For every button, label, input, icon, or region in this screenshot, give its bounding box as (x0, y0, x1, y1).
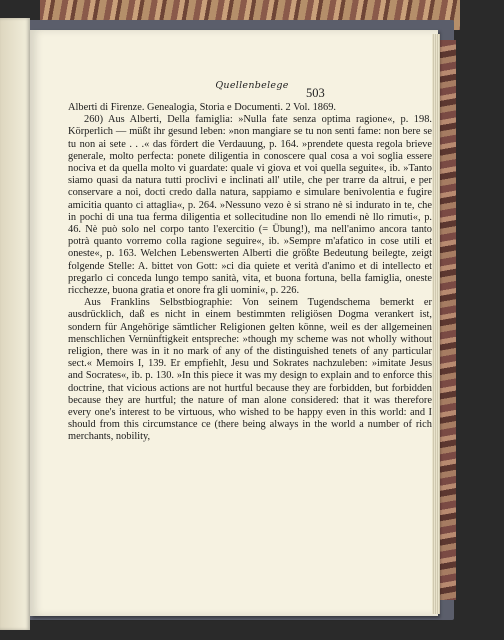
page-stack-edge (432, 34, 440, 614)
paragraph-franklin: Aus Franklins Selbstbiographie: Von seinem Tugendschema bemerkt er ausdrücklich, daß es nicht in einem bestimmten religiösen Dogma verankert ist, sondern für Angehörige sämtlicher Religionen gelten könne, weil es der allgemeinen menschlichen Vernünftigkeit entspreche: »though my scheme was not wholly without religion, there was in it no mark of any of the distinguished tenets of any particular sect.« Memoirs I, 139. Er empfiehlt, Jesu und Sokrates nachzuleben: »imitate Jesus and Socrates«, ib. p. 130. »In this piece it was my design to explain and to enforce this doctrine, that vicious actions are not hurtful because they are forbidden, but forbidden because they are hurtful; the nature of man alone considered: that it was therefore every one's interest to be virtuous, who wished to be happy even in this world: and I should from this circumstance ce (there being always in the world a number of rich merchants, nobility, (68, 297, 432, 443)
paragraph-bibliography: Alberti di Firenze. Genealogia, Storia e Documenti. 2 Vol. 1869. (68, 102, 336, 113)
paragraph-alberti: 260) Aus Alberti, Della famiglia: »Nulla fate senza optima ragione«, p. 198. Körperlich — müßt ihr gesund leben: »non mangiare se tu non senti fame: non bere se tu non ai sete . . .« das fördert die Verdauung, p. 164. »prendete questa regola brieve generale, molto perfecta: ponete diligentia in conoscere qual cosa a voi soglia essere nociva et da quella molto vi guardate: quale vi giova et voi quella seguite«, ib. »Tanto siamo quasi da natura tutti proclivi e inclinati all' utile, che per trarre da altrui, e per conservare a noi, docti credo dalla natura, sappiamo e simulare benivolentia e fugire amicitia quanto ci attaglia«, p. 264. »Nessuno vezo è si strano nè si indurato in te, che in pochi di una tua ferma diligentia et sollecitudine non llo emendi nè llo rimuti«, p. 46. Nè può solo nel corpo tanto l'exercitio (= Übung!), ma nell'animo ancora tanto potrà quanto vorremo colla ragione seguire«, ib. »Sempre m'afatico in cose utili et oneste«, p. 163. Welchen Lebenswerten Alberti die größte Bedeutung beilegte, zeigt folgende Stelle: A. bittet von Gott: »ci dia quiete et verità d'animo et di intellecto et pregarlo ci conceda lungo tempo sanità, vita, et buona fortuna, bella famiglia, oneste ricchezze, buona gratia et onore fra gli uomini«, p. 226. (68, 114, 432, 297)
page-number: 503 (306, 86, 325, 100)
marbled-cover-edge (440, 40, 456, 600)
body-text (68, 102, 432, 444)
facing-page-edge (0, 18, 30, 630)
running-head: Quellenbelege (215, 80, 289, 91)
